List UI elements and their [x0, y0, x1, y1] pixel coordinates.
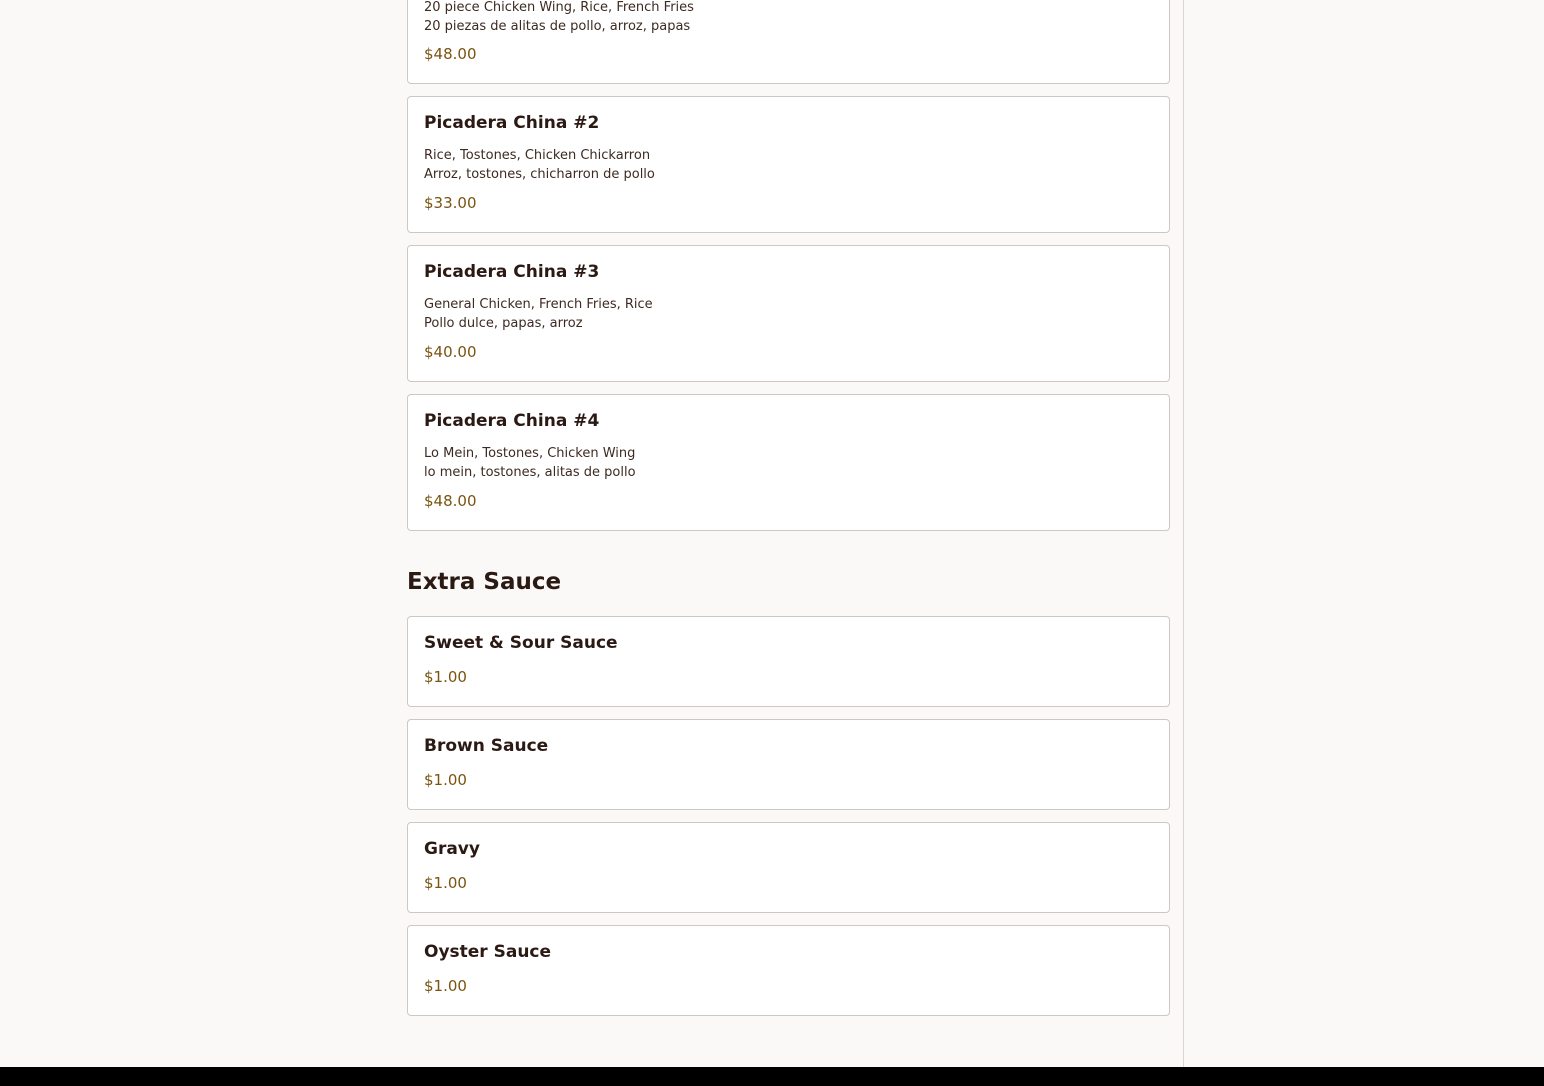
sauce-item-card[interactable] — [407, 719, 1170, 810]
footer-bar — [0, 1067, 1544, 1086]
item-title: Picadera China #4 — [424, 411, 600, 431]
item-price: $48.00 — [424, 492, 477, 510]
menu-item-card[interactable] — [407, 0, 1170, 84]
item-description-es: lo mein, tostones, alitas de pollo — [424, 465, 636, 480]
item-description-en: Lo Mein, Tostones, Chicken Wing — [424, 446, 636, 461]
item-price: $48.00 — [424, 45, 477, 63]
section-title-extra-sauce: Extra Sauce — [407, 569, 562, 595]
item-price: $1.00 — [424, 874, 467, 892]
item-title: Picadera China #2 — [424, 113, 600, 133]
sauce-item-card[interactable] — [407, 616, 1170, 707]
item-title: Brown Sauce — [424, 736, 549, 756]
menu-item-card[interactable] — [407, 245, 1170, 382]
item-title: Gravy — [424, 839, 480, 859]
menu-item-card[interactable] — [407, 394, 1170, 531]
item-description-es: 20 piezas de alitas de pollo, arroz, papas — [424, 19, 691, 34]
menu-item-card[interactable] — [407, 96, 1170, 233]
item-price: $33.00 — [424, 194, 477, 212]
item-description-es: Arroz, tostones, chicharron de pollo — [424, 167, 655, 182]
item-description-en: Rice, Tostones, Chicken Chickarron — [424, 148, 651, 163]
item-description-en: 20 piece Chicken Wing, Rice, French Fries — [424, 0, 694, 15]
item-price: $40.00 — [424, 343, 477, 361]
item-description-es: Pollo dulce, papas, arroz — [424, 316, 583, 331]
item-description-en: General Chicken, French Fries, Rice — [424, 297, 653, 312]
item-title: Oyster Sauce — [424, 942, 552, 962]
item-price: $1.00 — [424, 668, 467, 686]
vertical-divider — [1183, 0, 1184, 1067]
item-price: $1.00 — [424, 977, 467, 995]
item-price: $1.00 — [424, 771, 467, 789]
sauce-item-card[interactable] — [407, 822, 1170, 913]
item-title: Sweet & Sour Sauce — [424, 633, 618, 653]
item-title: Picadera China #3 — [424, 262, 600, 282]
sauce-item-card[interactable] — [407, 925, 1170, 1016]
